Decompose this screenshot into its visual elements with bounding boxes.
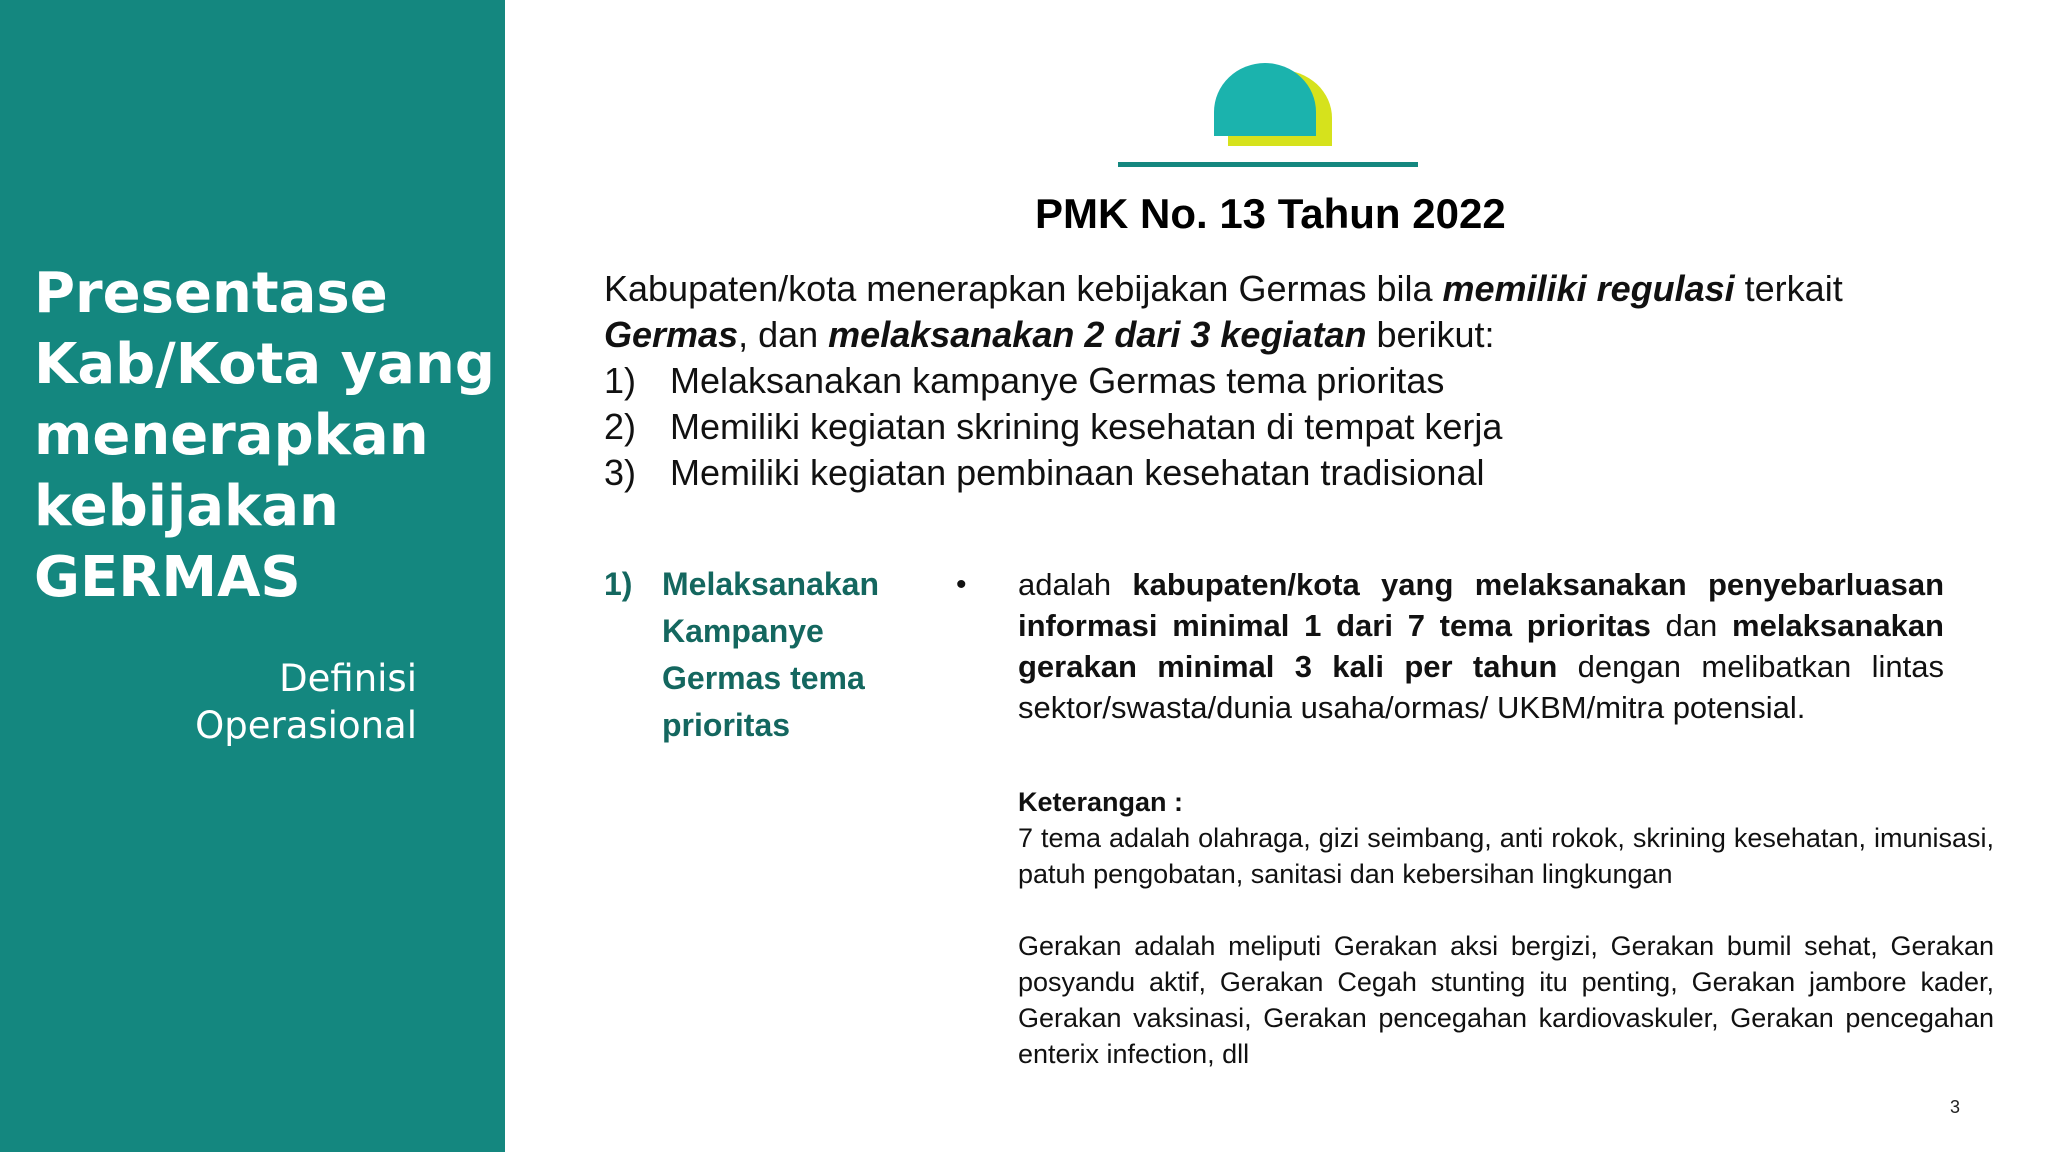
notes-paragraph: Gerakan adalah meliputi Gerakan aksi bergizi, Gerakan bumil sehat, Gerakan posyandu aktif, Gerakan Cegah stunting itu penting, Gerakan jambore kader, Gerakan vaksinasi, Gerakan pencegahan kardiovaskuler, Gerakan pencegahan enterix infection, dll	[1018, 931, 1994, 1069]
intro-line	[604, 312, 1964, 358]
criterion-label-line: Melaksanakan	[662, 566, 880, 602]
slide-title	[34, 258, 494, 613]
list-item	[604, 450, 1964, 496]
slide-subtitle	[195, 655, 417, 749]
intro-text: , dan	[738, 314, 829, 355]
notes-label: Keterangan :	[1018, 787, 1184, 817]
criterion-heading	[604, 561, 934, 749]
definition-plain: adalah	[1018, 567, 1133, 602]
page-number: 3	[1950, 1097, 1961, 1117]
criterion-label	[662, 561, 902, 749]
criterion-number: 1)	[604, 566, 633, 602]
slide-title-line: kebijakan	[34, 474, 339, 539]
regulation-heading: PMK No. 13 Tahun 2022	[1035, 190, 1506, 237]
notes-block	[1018, 784, 1994, 1072]
intro-line	[604, 266, 1964, 312]
list-item	[604, 358, 1964, 404]
criterion-label-line: Germas tema	[662, 660, 865, 696]
intro-block	[604, 266, 1964, 496]
slide-subtitle-line: Definisi	[279, 657, 417, 700]
notes-paragraph: 7 tema adalah olahraga, gizi seimbang, anti rokok, skrining kesehatan, imunisasi, patuh pengobatan, sanitasi dan kebersihan lingkungan	[1018, 823, 1994, 889]
intro-emphasis: melaksanakan 2 dari 3 kegiatan	[828, 314, 1367, 355]
intro-text: Kabupaten/kota menerapkan kebijakan Germas bila	[604, 268, 1443, 309]
requirement-list	[604, 358, 1964, 496]
list-item-number: 3)	[604, 452, 637, 493]
slide-title-line: menerapkan	[34, 403, 429, 468]
definition-plain: dan	[1650, 608, 1733, 643]
slide-subtitle-line: Operasional	[195, 704, 417, 747]
logo-underline	[1118, 162, 1418, 167]
criterion-label-line: prioritas	[662, 707, 791, 743]
slide-title-line: Kab/Kota yang	[34, 332, 495, 397]
slide-title-line: Presentase	[34, 261, 388, 326]
definition-text	[1018, 564, 1944, 728]
criterion-label-line: Kampanye	[662, 613, 824, 649]
definition-plain: dengan melibatkan lintas sektor/swasta/dunia usaha/ormas/ UKBM/mitra potensial.	[1018, 649, 1944, 725]
intro-emphasis: Germas	[604, 314, 739, 355]
bullet-icon: •	[956, 568, 967, 601]
definition-bold: melaksanakan gerakan minimal 3 kali per tahun	[1018, 608, 1944, 684]
definition-bold: kabupaten/kota yang melaksanakan penyebarluasan informasi minimal 1 dari 7 tema prioritas	[1018, 567, 1944, 643]
sidebar-panel	[0, 0, 505, 1152]
list-item-text: Melaksanakan kampanye Germas tema prioritas	[670, 360, 1445, 401]
logo-primary-shape	[1214, 63, 1316, 136]
notes-spacer	[1018, 892, 1994, 928]
list-item-text: Memiliki kegiatan pembinaan kesehatan tradisional	[670, 452, 1485, 493]
list-item	[604, 404, 1964, 450]
list-item-number: 2)	[604, 406, 637, 447]
germas-logo-icon	[1210, 60, 1335, 150]
intro-text: terkait	[1734, 268, 1843, 309]
list-item-text: Memiliki kegiatan skrining kesehatan di tempat kerja	[670, 406, 1503, 447]
slide-title-line: GERMAS	[34, 545, 301, 610]
intro-text: berikut:	[1366, 314, 1495, 355]
list-item-number: 1)	[604, 360, 637, 401]
intro-emphasis: memiliki regulasi	[1442, 268, 1735, 309]
